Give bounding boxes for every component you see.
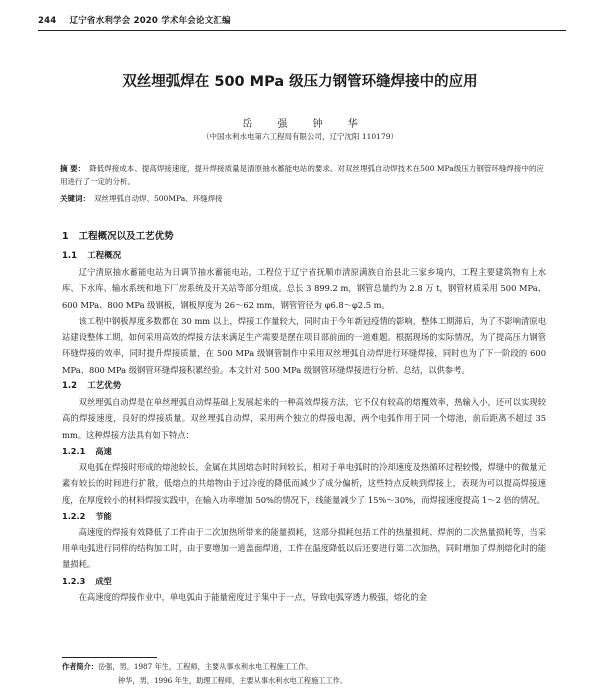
paper-body (62, 228, 546, 605)
section-title: 成型 (95, 575, 112, 586)
keywords-label: 关键词： (60, 194, 90, 203)
paragraph: 辽宁清原抽水蓄能电站为日调节抽水蓄能电站，工程位于辽宁省抚顺市清原满族自治县北三家乡境内，工程主要建筑物有上水库、下水库、输水系统和地下厂房系统及开关站等部分组成。总长 3 899.2 m，钢管总量约为 2.8 万 t，钢管材质采用 500 MPa、600 MPa、800 MPa 级钢板，钢板厚度为 26～62 mm，钢管管径为 φ6.8～φ2.5 m。 (62, 267, 546, 310)
subsection-heading-1-2-3 (62, 573, 546, 589)
section-title: 工程概况以及工艺优势 (78, 231, 174, 242)
section-number: 1.1 (62, 251, 78, 261)
paragraph: 在高速度的焊接作业中，单电弧由于能量密度过于集中于一点，导致电弧穿透力极强，熔化的金 (78, 591, 428, 602)
paragraph: 该工程中钢板厚度多数都在 30 mm 以上，焊接工作量较大，同时由于今年新冠疫情的影响，整体工期滞后，为了不影响清原电站建设整体工期，如何采用高效的焊接方法来满足生产需要是摆在项目部前面的一道难题。根据现场的实际情况，为了提高压力钢管环缝焊接的效率，同时提升焊接质量，在 500 MPa 级钢管制作中采用双丝埋弧自动焊进行环缝焊接，同时也为了下一阶段的 600 MPa、800 MPa 级钢管环缝焊接积累经验。本文针对 500 MPa 级钢管环缝焊接进行分析、总结，以供参考。 (62, 315, 546, 375)
subsection-heading-1-2-2 (62, 508, 546, 524)
paper-title: 双丝埋弧焊在 500 MPa 级压力钢管环缝焊接中的应用 (122, 74, 478, 90)
abstract-label: 摘 要： (60, 164, 86, 173)
subsection-heading-1-1 (62, 248, 546, 264)
keywords (60, 192, 544, 205)
page-number: 244 (38, 16, 57, 26)
running-header (38, 14, 566, 31)
abstract-text: 降低焊接成本、提高焊接速度，提升焊接质量是清原抽水蓄能电站的要求。对双丝埋弧自动焊技术在500 MPa级压力钢管环缝焊接中的应用进行了一定的分析。 (60, 164, 544, 186)
authors: 岳 强 钟 华 (242, 119, 358, 130)
footnote-line-2: 钟华，男，1996 年生，助理工程师，主要从事水利水电工程施工工作。 (118, 676, 348, 685)
subsection-heading-1-2 (62, 378, 546, 394)
subsection-heading-1-2-1 (62, 443, 546, 459)
abstract (60, 162, 544, 188)
keywords-text: 双丝埋弧自动焊、500MPa、环缝焊接 (94, 194, 223, 203)
section-title: 工程概况 (87, 251, 122, 261)
footnote-text: 岳强，男，1987 年生，工程师，主要从事水利水电工程施工工作。 (97, 662, 313, 671)
paragraph: 高速度的焊接有效降低了工件由于二次加热所带来的能量损耗，这部分损耗包括工件的热量损耗、焊剂的二次热量损耗等，当采用单电弧进行同样的结构加工时，由于要增加一道盖面焊道，工件在温度降低以后还要进行第二次加热，同时增加了焊剂熔化时的能量损耗。 (62, 526, 546, 570)
section-number: 1.2.1 (62, 445, 86, 456)
section-number: 1.2.3 (62, 575, 86, 586)
footnote-label: 作者简介： (62, 662, 98, 671)
footnote-divider (62, 657, 157, 658)
section-title: 工艺优势 (87, 381, 122, 392)
section-number: 1 (62, 231, 69, 242)
paragraph: 双丝埋弧自动焊是在单丝埋弧自动焊基础上发展起来的一种高效焊接方法，它不仅有较高的熔覆效率，热输入小，还可以实现较高的焊接速度，良好的焊接质量。双丝埋弧自动焊，采用两个独立的焊接电源，两个电弧作用于同一个熔池，前后距离不超过 35 mm。这种焊接方法具有如下特点： (62, 397, 546, 440)
author-bio-footnote (62, 660, 546, 688)
affiliation: （中国水利水电第六工程局有限公司，辽宁沈阳 110179） (201, 132, 398, 141)
section-title: 高速 (95, 445, 112, 456)
paragraph: 双电弧在焊接时形成的熔池较长，金属在其固熔态时时间较长，相对于单电弧时的冷却速度及热循环过程较慢，焊缝中的微量元素有较长的时间进行扩散，低熔点的共熔物由于过冷度的降低而减少了成分偏析，这些特点反映到焊接上，表现为可以提高焊接速度，在厚度较小的材料焊接实践中，在输入功率增加 50%的情况下，线能量减少了 15%～30%，而焊接速度提高 1～2 倍的情况。 (62, 461, 546, 505)
footnote-line-1 (62, 660, 546, 674)
section-number: 1.2 (62, 381, 78, 392)
section-title: 节能 (95, 510, 112, 521)
section-number: 1.2.2 (62, 510, 86, 521)
section-heading-1 (62, 228, 546, 246)
journal-name: 辽宁省水利学会 2020 学术年会论文汇编 (69, 16, 231, 26)
